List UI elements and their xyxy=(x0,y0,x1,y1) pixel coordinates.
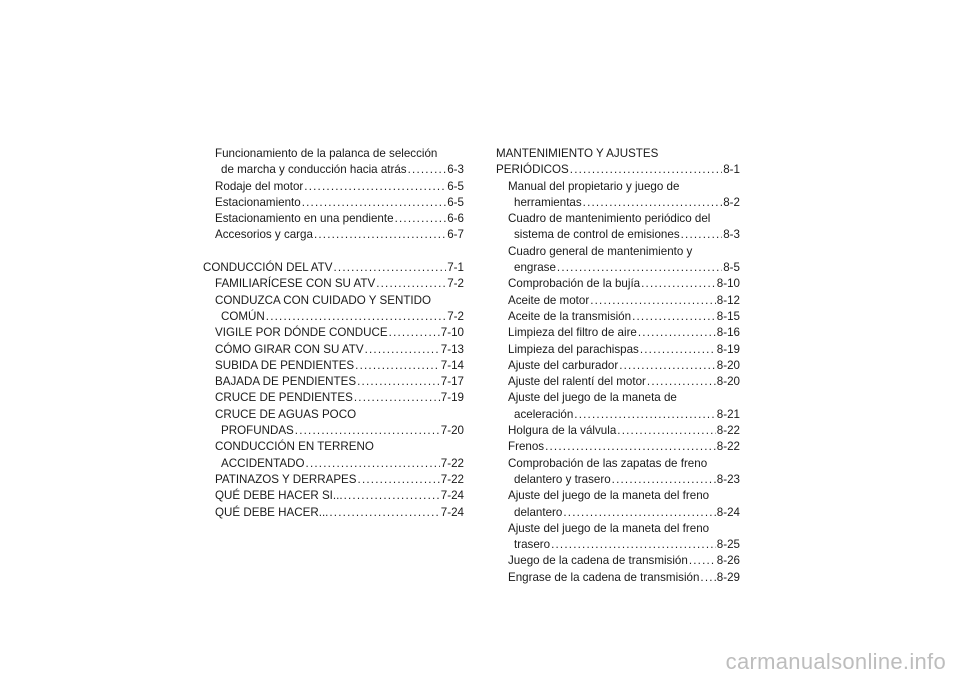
toc-entry-page: 8-20 xyxy=(716,375,740,389)
toc-entry xyxy=(496,407,740,423)
toc-entry-title: Juego de la cadena de transmisión xyxy=(508,554,688,568)
dot-leader xyxy=(638,325,716,341)
toc-entry xyxy=(496,423,740,439)
toc-entry xyxy=(496,211,740,227)
toc-entry xyxy=(496,537,740,553)
toc-entry-title: CRUCE DE AGUAS POCO xyxy=(215,407,357,421)
dot-leader xyxy=(395,211,447,227)
toc-entry-page: 7-19 xyxy=(440,391,464,405)
toc-entry xyxy=(203,439,464,455)
dot-leader xyxy=(632,309,716,325)
dot-leader xyxy=(700,570,715,586)
dot-leader xyxy=(329,505,439,521)
toc-entry-page: 6-5 xyxy=(447,179,464,193)
toc-entry-title: VIGILE POR DÓNDE CONDUCE xyxy=(215,326,388,340)
section-gap xyxy=(203,244,464,260)
toc-entry xyxy=(203,309,464,325)
dot-leader xyxy=(295,423,440,439)
toc-entry-title: MANTENIMIENTO Y AJUSTES xyxy=(496,147,659,160)
toc-entry-title: Accesorios y carga xyxy=(215,228,313,242)
toc-entry-page: 7-14 xyxy=(440,358,464,372)
dot-leader xyxy=(590,293,716,309)
dot-leader xyxy=(574,407,715,423)
toc-entry-page: 7-2 xyxy=(447,309,464,323)
toc-entry-title: Comprobación de la bujía xyxy=(508,277,641,291)
toc-entry-title: COMÚN xyxy=(221,309,265,323)
toc-entry xyxy=(203,358,464,374)
toc-entry xyxy=(203,227,464,243)
toc-entry-page: 8-21 xyxy=(716,407,740,421)
dot-leader xyxy=(304,179,446,195)
toc-entry-title: SUBIDA DE PENDIENTES xyxy=(215,358,355,372)
dot-leader xyxy=(689,553,716,569)
dot-leader xyxy=(344,488,440,504)
toc-entry xyxy=(203,505,464,521)
dot-leader xyxy=(266,309,446,325)
toc-entry-title: herramientas xyxy=(514,195,582,209)
toc-entry xyxy=(203,146,464,162)
toc-entry-title: QUÉ DEBE HACER... xyxy=(215,505,329,519)
toc-entry-page: 7-2 xyxy=(447,277,464,291)
toc-entry xyxy=(203,260,464,276)
toc-entry-title: CÓMO GIRAR CON SU ATV xyxy=(215,342,364,356)
toc-entry-title: sistema de control de emisiones xyxy=(514,228,680,242)
toc-entry-title: Manual del propietario y juego de xyxy=(508,179,680,193)
toc-entry xyxy=(496,374,740,390)
toc-entry xyxy=(496,439,740,455)
dot-leader xyxy=(389,325,440,341)
toc-entry xyxy=(496,488,740,504)
dot-leader xyxy=(640,342,716,358)
toc-entry xyxy=(496,456,740,472)
toc-entry-page: 7-22 xyxy=(440,456,464,470)
toc-entry-page: 8-2 xyxy=(723,195,740,209)
toc-entry xyxy=(203,407,464,423)
toc-entry-page: 7-22 xyxy=(440,472,464,486)
toc-entry-title: Ajuste del ralentí del motor xyxy=(508,375,646,389)
dot-leader xyxy=(333,260,446,276)
toc-entry-title: Estacionamiento xyxy=(215,195,301,209)
toc-entry-page: 8-16 xyxy=(716,326,740,340)
toc-entry xyxy=(496,309,740,325)
toc-entry-page: 6-7 xyxy=(447,228,464,242)
dot-leader xyxy=(306,456,440,472)
dot-leader xyxy=(355,358,440,374)
dot-leader xyxy=(357,374,440,390)
toc-column-left xyxy=(203,146,464,521)
toc-entry-title: Cuadro general de mantenimiento y xyxy=(508,244,693,258)
dot-leader xyxy=(612,472,716,488)
toc-entry-title: aceleración xyxy=(514,407,574,421)
toc-entry-title: engrase xyxy=(514,261,556,275)
dot-leader xyxy=(408,162,447,178)
toc-entry-page: 8-23 xyxy=(716,472,740,486)
toc-entry xyxy=(496,521,740,537)
toc-entry xyxy=(496,227,740,243)
dot-leader xyxy=(365,342,440,358)
toc-entry xyxy=(496,179,740,195)
toc-entry xyxy=(203,342,464,358)
dot-leader xyxy=(302,195,447,211)
toc-entry xyxy=(203,472,464,488)
toc-column-right xyxy=(496,146,740,586)
toc-entry xyxy=(496,390,740,406)
toc-entry-title: delantero xyxy=(514,505,563,519)
dot-leader xyxy=(583,195,723,211)
toc-entry-title: Ajuste del juego de la maneta de xyxy=(508,391,677,405)
dot-leader xyxy=(557,260,722,276)
toc-entry-title: Estacionamiento en una pendiente xyxy=(215,212,394,226)
toc-entry-title: QUÉ DEBE HACER SI... xyxy=(215,489,343,503)
toc-entry xyxy=(496,162,740,178)
dot-leader xyxy=(551,537,716,553)
toc-entry-page: 8-22 xyxy=(716,440,740,454)
toc-entry-page: 6-3 xyxy=(447,163,464,177)
toc-entry-title: Ajuste del carburador xyxy=(508,358,619,372)
toc-entry-page: 8-1 xyxy=(723,163,740,177)
toc-entry xyxy=(496,325,740,341)
dot-leader xyxy=(619,358,716,374)
toc-entry-title: Comprobación de las zapatas de freno xyxy=(508,456,708,470)
toc-entry-title: delantero y trasero xyxy=(514,472,611,486)
toc-entry xyxy=(203,162,464,178)
toc-entry-page: 8-12 xyxy=(716,293,740,307)
toc-entry-title: Limpieza del parachispas xyxy=(508,342,639,356)
toc-entry-title: Holgura de la válvula xyxy=(508,424,617,438)
toc-entry-title: Cuadro de mantenimiento periódico del xyxy=(508,212,711,226)
dot-leader xyxy=(563,505,715,521)
toc-entry-title: PATINAZOS Y DERRAPES xyxy=(215,472,357,486)
toc-entry-page: 7-24 xyxy=(440,505,464,519)
toc-entry-title: CONDUCCIÓN EN TERRENO xyxy=(215,440,374,454)
toc-entry-title: FAMILIARÍCESE CON SU ATV xyxy=(215,277,376,291)
toc-entry xyxy=(203,195,464,211)
toc-entry-page: 7-13 xyxy=(440,342,464,356)
toc-entry xyxy=(496,570,740,586)
toc-entry-title: de marcha y conducción hacia atrás xyxy=(221,163,407,177)
toc-entry-title: ACCIDENTADO xyxy=(221,456,305,470)
toc-entry-title: CONDUZCA CON CUIDADO Y SENTIDO xyxy=(215,293,432,307)
toc-entry-page: 8-3 xyxy=(723,228,740,242)
toc-entry-page: 8-15 xyxy=(716,309,740,323)
toc-entry xyxy=(496,276,740,292)
toc-entry-page: 7-10 xyxy=(440,326,464,340)
toc-entry-page: 8-24 xyxy=(716,505,740,519)
toc-entry-page: 8-19 xyxy=(716,342,740,356)
toc-entry-title: Ajuste del juego de la maneta del freno xyxy=(508,521,710,535)
toc-entry-page: 8-26 xyxy=(716,554,740,568)
dot-leader xyxy=(358,472,440,488)
toc-entry xyxy=(203,456,464,472)
dot-leader xyxy=(681,227,723,243)
toc-entry-page: 6-5 xyxy=(447,195,464,209)
dot-leader xyxy=(376,276,446,292)
toc-entry-page: 8-25 xyxy=(716,538,740,552)
toc-entry-title: Rodaje del motor xyxy=(215,179,304,193)
toc-entry-page: 8-10 xyxy=(716,277,740,291)
toc-entry xyxy=(496,146,740,162)
toc-entry xyxy=(496,472,740,488)
toc-entry xyxy=(203,276,464,292)
dot-leader xyxy=(617,423,716,439)
toc-entry-title: BAJADA DE PENDIENTES xyxy=(215,375,357,389)
dot-leader xyxy=(641,276,716,292)
toc-entry-title: Aceite de motor xyxy=(508,293,590,307)
toc-entry-page: 8-22 xyxy=(716,424,740,438)
toc-entry-page: 7-24 xyxy=(440,489,464,503)
dot-leader xyxy=(354,390,440,406)
toc-entry-title: Funcionamiento de la palanca de selección xyxy=(215,147,438,160)
toc-entry xyxy=(496,505,740,521)
dot-leader xyxy=(545,439,716,455)
toc-entry-title: trasero xyxy=(514,538,551,552)
toc-entry-title: Frenos xyxy=(508,440,545,454)
toc-entry xyxy=(203,211,464,227)
toc-entry xyxy=(496,342,740,358)
dot-leader xyxy=(314,227,446,243)
toc-entry xyxy=(203,293,464,309)
toc-entry-title: CRUCE DE PENDIENTES xyxy=(215,391,353,405)
toc-entry xyxy=(203,390,464,406)
toc-entry xyxy=(496,195,740,211)
toc-entry-page: 7-1 xyxy=(447,261,464,275)
toc-entry xyxy=(203,325,464,341)
toc-entry-page: 7-17 xyxy=(440,375,464,389)
toc-entry-page: 6-6 xyxy=(447,212,464,226)
toc-entry-title: Ajuste del juego de la maneta del freno xyxy=(508,489,710,503)
toc-entry-page: 8-20 xyxy=(716,358,740,372)
toc-entry xyxy=(496,293,740,309)
toc-entry xyxy=(203,423,464,439)
dot-leader xyxy=(570,162,722,178)
toc-entry-title: Aceite de la transmisión xyxy=(508,309,632,323)
dot-leader xyxy=(647,374,716,390)
toc-entry xyxy=(496,244,740,260)
toc-entry-title: Engrase de la cadena de transmisión xyxy=(508,570,700,584)
toc-entry xyxy=(203,374,464,390)
toc-entry-title: PROFUNDAS xyxy=(221,424,294,438)
toc-entry-title: Limpieza del filtro de aire xyxy=(508,326,637,340)
toc-entry-page: 7-20 xyxy=(440,424,464,438)
toc-entry xyxy=(496,553,740,569)
toc-entry-title: PERIÓDICOS xyxy=(496,163,569,177)
toc-entry xyxy=(203,488,464,504)
toc-entry-page: 8-5 xyxy=(723,261,740,275)
toc-entry xyxy=(203,179,464,195)
toc-entry-title: CONDUCCIÓN DEL ATV xyxy=(203,261,333,275)
toc-entry xyxy=(496,260,740,276)
toc-entry-page: 8-29 xyxy=(716,570,740,584)
toc-entry xyxy=(496,358,740,374)
watermark: carmanualsonline.info xyxy=(725,649,946,674)
